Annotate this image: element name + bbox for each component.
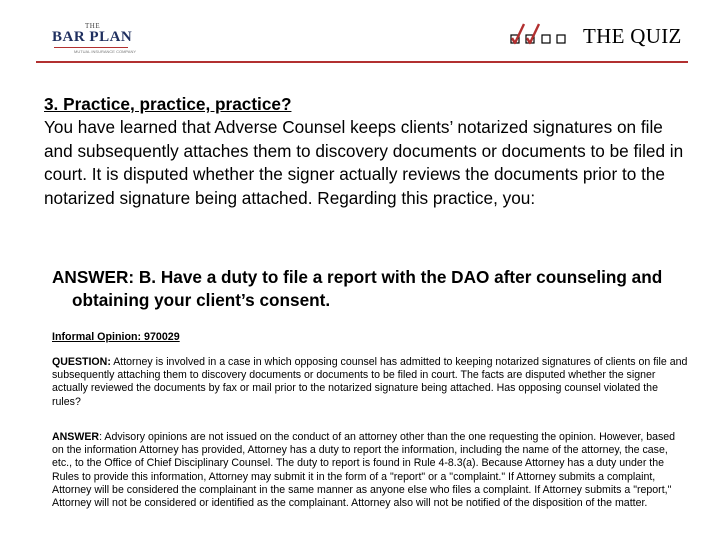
question-block bbox=[44, 93, 684, 210]
opinion-answer-label: ANSWER bbox=[52, 431, 100, 443]
logo-small-text: THE bbox=[85, 22, 101, 30]
opinion-answer-text: : Advisory opinions are not issued on the conduct of an attorney other than the one requesting the opinion. However, based on the information Attorney has provided, Attorney has a duty to report the information, including the name of the attorney, the case, etc., to the Office of Chief Disciplinary Counsel. The duty to report is found in Rule 4-8.3(a). Because Attorney has a duty under the Rules to provide this information, Attorney may submit it in the form of a "report" or a "complaint." If Attorney submits a complaint, Attorney will be considered the complainant in the same manner as anyone else who files a complaint. If Attorney submits a "report," Attorney will not be considered or identified as the complainant. Attorney also will not be notified of the disposition of the matter. bbox=[52, 431, 676, 510]
checkbox-2 bbox=[526, 24, 539, 43]
question-title: 3. Practice, practice, practice? bbox=[44, 94, 292, 114]
opinion-title: Informal Opinion: 970029 bbox=[52, 331, 180, 343]
answer-text: ANSWER: B. Have a duty to file a report with the DAO after counseling and obtaining your client’s consent. bbox=[52, 267, 663, 310]
opinion-question-label: QUESTION: bbox=[52, 356, 111, 368]
logo-underline bbox=[54, 47, 128, 48]
checkbox-4 bbox=[557, 35, 565, 43]
opinion-question bbox=[52, 356, 688, 409]
opinion-question-text: Attorney is involved in a case in which opposing counsel has admitted to keeping notarized signatures of clients on file and subsequently attaching them to discovery documents or documents to be filed in court. The facts are disputed whether the signer actually reviewed the documents by fax or mail prior to the notarized signature being attached. Has opposing counsel violated the rules? bbox=[52, 356, 688, 408]
checkbox-1 bbox=[511, 24, 524, 43]
bar-plan-logo bbox=[52, 22, 137, 54]
header-rule bbox=[36, 61, 688, 63]
question-body: You have learned that Adverse Counsel keeps clients’ notarized signatures on file and subsequently attaches them to discovery documents or documents to be filed in court. It is disputed whether the signer actually reviews the documents prior to the notarized signature being attached. Regarding this practice, you: bbox=[44, 117, 684, 208]
logo-tagline: MUTUAL INSURANCE COMPANY bbox=[74, 49, 137, 54]
logo-main-text: BAR PLAN bbox=[52, 29, 133, 45]
quiz-title: THE QUIZ bbox=[583, 24, 682, 48]
quiz-checkboxes bbox=[510, 22, 582, 48]
opinion-answer bbox=[52, 431, 688, 510]
checkbox-3 bbox=[542, 35, 550, 43]
